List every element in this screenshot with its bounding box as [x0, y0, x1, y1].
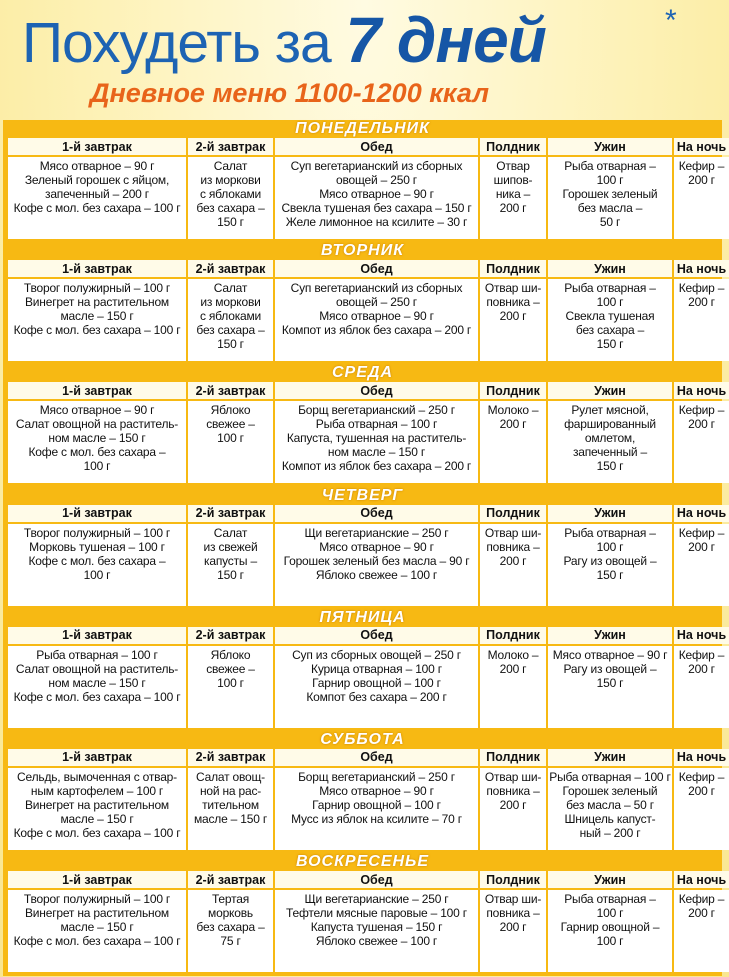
meal-line: запеченный – 200 г: [45, 187, 149, 201]
meal-line: Гарнир овощной – 100 г: [312, 797, 441, 812]
meal-line: овощей – 250 г: [336, 295, 417, 310]
meal-line: Кофе с мол. без сахара – 100 г: [13, 201, 181, 215]
meal-line: Рыба отварная – 100 г: [315, 417, 438, 432]
meal-line: Кофе с мол. без сахара – 100 г: [13, 934, 181, 949]
table-header-row: [8, 260, 729, 277]
column-header-dinner: Ужин: [548, 505, 672, 522]
meal-line: Горошек зеленый: [562, 187, 658, 201]
table-row: [8, 646, 729, 728]
meal-line: Творог полужирный – 100 г: [23, 281, 171, 296]
column-header-bedtime: На ночь: [674, 382, 729, 399]
meal-line: Рыба отварная –: [564, 892, 656, 907]
meal-line: Мясо отварное – 90 г: [39, 159, 155, 173]
meal-line: 150 г: [596, 337, 624, 352]
meal-cell-bedtime: [674, 524, 729, 606]
meal-cell-lunch: [275, 279, 478, 361]
column-header-bedtime: На ночь: [674, 505, 729, 522]
meal-line: масле – 150 г: [60, 811, 134, 826]
meal-line: Творог полужирный – 100 г: [23, 892, 171, 907]
meal-line: 200 г: [499, 417, 527, 432]
meal-line: омлетом,: [584, 431, 636, 446]
day-table: [6, 625, 729, 730]
column-header-bedtime: На ночь: [674, 260, 729, 277]
meal-line: 200 г: [499, 201, 527, 215]
meal-line: 50 г: [599, 215, 621, 229]
meal-cell-bedtime: [674, 768, 729, 850]
meal-line: Мясо отварное – 90 г: [319, 309, 434, 324]
column-header-lunch: Обед: [275, 627, 478, 644]
table-header-row: [8, 382, 729, 399]
meal-line: Кофе с мол. без сахара –: [28, 553, 166, 568]
meal-line: Курица отварная – 100 г: [311, 661, 442, 676]
meal-line: без масла –: [577, 201, 643, 215]
meal-line: 150 г: [217, 337, 244, 352]
meal-line: Желе лимонное на ксилите – 30 г: [285, 215, 468, 229]
meal-line: Мясо отварное – 90 г: [319, 539, 434, 554]
meal-line: Суп вегетарианский из сборных: [290, 159, 463, 173]
meal-line: из моркови: [200, 173, 261, 187]
meal-line: Винегрет на растительном: [25, 295, 169, 310]
meal-line: Салат: [213, 525, 248, 540]
meal-line: Кофе с мол. без сахара – 100 г: [13, 825, 181, 840]
meal-line: Салат: [213, 159, 248, 173]
meal-line: Кефир –: [678, 647, 725, 662]
meal-line: Кефир –: [678, 892, 725, 907]
meal-line: 200 г: [688, 173, 715, 187]
meal-line: без сахара –: [196, 323, 265, 338]
meal-line: 100 г: [83, 459, 111, 474]
meal-line: масле – 150 г: [193, 811, 268, 826]
table-row: [8, 279, 729, 361]
meal-line: Рыба отварная – 100 г: [549, 769, 671, 784]
meal-cell-lunch: [275, 890, 478, 972]
meal-line: 200 г: [688, 661, 715, 676]
column-header-breakfast-2: 2-й завтрак: [188, 260, 273, 277]
meal-cell-breakfast-1: [8, 401, 186, 483]
meal-cell-dinner: [548, 768, 672, 850]
meal-line: Салат: [213, 281, 248, 296]
column-header-lunch: Обед: [275, 871, 478, 888]
column-header-bedtime: На ночь: [674, 138, 729, 155]
meal-line: повника –: [486, 906, 540, 921]
meal-line: Рагу из овощей –: [563, 553, 657, 568]
meal-cell-breakfast-1: [8, 768, 186, 850]
day-section: [6, 853, 727, 975]
meal-line: тительном: [202, 797, 259, 812]
meal-line: Мясо отварное – 90 г: [552, 647, 668, 662]
day-name: СУББОТА: [320, 730, 405, 748]
meal-line: 200 г: [499, 553, 527, 568]
meal-line: Яблоко: [210, 647, 251, 662]
meal-line: Сельдь, вымоченная с отвар-: [17, 769, 177, 784]
meal-line: Яблоко: [210, 403, 251, 418]
meal-line: 100 г: [596, 539, 624, 554]
meal-line: Кефир –: [678, 281, 725, 296]
column-header-afternoon-snack: Полдник: [480, 505, 546, 522]
meal-cell-lunch: [275, 646, 478, 728]
day-section: [6, 730, 727, 853]
meal-cell-breakfast-1: [8, 157, 186, 239]
meal-cell-afternoon-snack: [480, 890, 546, 972]
meal-line: 150 г: [596, 675, 624, 690]
meal-line: масле – 150 г: [60, 309, 134, 324]
day-section: [6, 242, 727, 364]
column-header-lunch: Обед: [275, 138, 478, 155]
meal-cell-lunch: [275, 524, 478, 606]
page-subtitle: Дневное меню 1100-1200 ккал: [90, 78, 490, 108]
page-title: [22, 4, 546, 76]
weekly-menu-table: [3, 120, 727, 976]
meal-line: Салат овощной на раститель-: [15, 417, 179, 432]
meal-line: Кефир –: [678, 403, 725, 418]
meal-line: шипов-: [493, 173, 533, 187]
column-header-afternoon-snack: Полдник: [480, 749, 546, 766]
day-table: [6, 380, 729, 485]
table-row: [8, 768, 729, 850]
meal-line: Свекла тушеная: [565, 309, 655, 324]
table-header-row: [8, 627, 729, 644]
meal-line: 200 г: [499, 920, 527, 935]
day-table: [6, 503, 729, 608]
column-header-afternoon-snack: Полдник: [480, 627, 546, 644]
meal-line: Винегрет на растительном: [25, 797, 169, 812]
meal-line: Кофе с мол. без сахара –: [28, 445, 166, 460]
meal-line: ным картофелем – 100 г: [30, 783, 164, 798]
meal-line: 100 г: [596, 934, 624, 949]
column-header-afternoon-snack: Полдник: [480, 260, 546, 277]
meal-line: масле – 150 г: [60, 920, 134, 935]
meal-cell-breakfast-2: [188, 279, 273, 361]
day-name: ВТОРНИК: [320, 242, 405, 260]
title-main: Похудеть за: [22, 11, 346, 75]
meal-line: Компот из яблок без сахара – 200 г: [281, 323, 472, 338]
meal-line: Тертая: [211, 892, 250, 907]
day-section: [6, 120, 727, 242]
meal-line: овощей – 250 г: [336, 173, 417, 187]
day-section: [6, 364, 727, 486]
meal-line: Кефир –: [678, 159, 725, 173]
meal-cell-breakfast-2: [188, 401, 273, 483]
meal-line: Салат овощ-: [196, 769, 265, 784]
meal-line: Горошек зеленый: [562, 783, 658, 798]
meal-cell-bedtime: [674, 890, 729, 972]
meal-line: с яблоками: [199, 187, 262, 201]
column-header-breakfast-1: 1-й завтрак: [8, 138, 186, 155]
column-header-lunch: Обед: [275, 505, 478, 522]
meal-line: 200 г: [499, 661, 527, 676]
meal-line: Творог полужирный – 100 г: [23, 525, 171, 540]
meal-line: Кофе с мол. без сахара – 100 г: [13, 689, 181, 704]
meal-line: морковь: [208, 906, 253, 921]
meal-cell-dinner: [548, 401, 672, 483]
meal-line: 100 г: [83, 567, 111, 582]
table-header-row: [8, 871, 729, 888]
meal-line: Яблоко свежее – 100 г: [315, 567, 438, 582]
meal-line: Отвар ши-: [484, 769, 542, 784]
table-row: [8, 401, 729, 483]
meal-cell-afternoon-snack: [480, 279, 546, 361]
day-name: ВОСКРЕСЕНЬЕ: [295, 853, 430, 871]
meal-cell-afternoon-snack: [480, 768, 546, 850]
day-table: [6, 747, 729, 852]
column-header-bedtime: На ночь: [674, 749, 729, 766]
column-header-afternoon-snack: Полдник: [480, 382, 546, 399]
meal-line: 200 г: [499, 309, 527, 324]
meal-cell-dinner: [548, 524, 672, 606]
meal-cell-breakfast-2: [188, 768, 273, 850]
table-row: [8, 524, 729, 606]
column-header-breakfast-1: 1-й завтрак: [8, 260, 186, 277]
column-header-breakfast-2: 2-й завтрак: [188, 749, 273, 766]
column-header-breakfast-2: 2-й завтрак: [188, 505, 273, 522]
table-header-row: [8, 138, 729, 155]
meal-line: Шницель капуст-: [564, 811, 656, 826]
header: [0, 0, 729, 122]
day-name: ПОНЕДЕЛЬНИК: [295, 120, 430, 137]
meal-cell-dinner: [548, 157, 672, 239]
meal-cell-afternoon-snack: [480, 157, 546, 239]
column-header-lunch: Обед: [275, 260, 478, 277]
meal-line: 100 г: [217, 431, 244, 446]
meal-cell-lunch: [275, 401, 478, 483]
meal-line: 200 г: [688, 417, 715, 432]
meal-line: запеченный –: [572, 445, 648, 460]
meal-line: 100 г: [596, 906, 624, 921]
meal-line: Рыба отварная –: [564, 525, 656, 540]
meal-cell-dinner: [548, 890, 672, 972]
column-header-breakfast-2: 2-й завтрак: [188, 627, 273, 644]
column-header-breakfast-2: 2-й завтрак: [188, 382, 273, 399]
meal-cell-bedtime: [674, 401, 729, 483]
meal-line: Компот из яблок без сахара – 200 г: [281, 459, 472, 474]
meal-cell-breakfast-2: [188, 157, 273, 239]
meal-line: 150 г: [596, 567, 624, 582]
column-header-breakfast-1: 1-й завтрак: [8, 382, 186, 399]
meal-line: 75 г: [220, 934, 241, 949]
meal-line: Суп вегетарианский из сборных: [290, 281, 463, 296]
day-name: СРЕДА: [331, 364, 393, 382]
meal-line: без масла – 50 г: [566, 797, 654, 812]
column-header-breakfast-1: 1-й завтрак: [8, 627, 186, 644]
meal-line: Мясо отварное – 90 г: [319, 187, 434, 201]
column-header-dinner: Ужин: [548, 749, 672, 766]
meal-line: свежее –: [206, 661, 255, 676]
meal-line: с яблоками: [199, 309, 262, 324]
meal-line: из моркови: [200, 295, 261, 310]
column-header-breakfast-2: 2-й завтрак: [188, 871, 273, 888]
day-section: [6, 486, 727, 609]
meal-line: повника –: [486, 295, 540, 310]
meal-line: 150 г: [217, 215, 244, 229]
meal-cell-bedtime: [674, 279, 729, 361]
column-header-lunch: Обед: [275, 749, 478, 766]
meal-cell-breakfast-1: [8, 524, 186, 606]
meal-line: свежее –: [206, 417, 255, 432]
meal-cell-breakfast-1: [8, 279, 186, 361]
meal-line: Щи вегетарианские – 250 г: [304, 892, 449, 907]
column-header-dinner: Ужин: [548, 871, 672, 888]
meal-cell-breakfast-2: [188, 646, 273, 728]
meal-cell-breakfast-1: [8, 646, 186, 728]
meal-cell-breakfast-2: [188, 524, 273, 606]
meal-cell-lunch: [275, 157, 478, 239]
meal-line: Салат овощной на раститель-: [15, 661, 179, 676]
meal-line: Мясо отварное – 90 г: [39, 403, 155, 418]
day-name: ПЯТНИЦА: [319, 608, 406, 626]
meal-line: Рыба отварная – 100 г: [36, 647, 158, 662]
meal-line: Гарнир овощной –: [560, 920, 660, 935]
meal-line: Гарнир овощной – 100 г: [312, 675, 441, 690]
meal-line: Яблоко свежее – 100 г: [315, 934, 438, 949]
meal-line: Отвар ши-: [484, 281, 542, 296]
meal-line: ном масле – 150 г: [327, 445, 426, 460]
meal-line: 100 г: [596, 173, 624, 187]
meal-line: Кофе с мол. без сахара – 100 г: [13, 323, 181, 338]
day-name: ЧЕТВЕРГ: [321, 486, 404, 504]
meal-line: Рулет мясной,: [571, 403, 649, 418]
meal-line: из свежей: [203, 539, 258, 554]
meal-line: Капуста тушеная – 150 г: [310, 920, 443, 935]
meal-cell-breakfast-1: [8, 890, 186, 972]
column-header-dinner: Ужин: [548, 627, 672, 644]
meal-line: Суп из сборных овощей – 250 г: [292, 647, 461, 662]
day-table: [6, 258, 729, 363]
meal-line: повника –: [486, 539, 540, 554]
meal-line: Щи вегетарианские – 250 г: [304, 525, 449, 540]
column-header-breakfast-1: 1-й завтрак: [8, 871, 186, 888]
meal-line: 200 г: [688, 539, 715, 554]
day-section: [6, 608, 727, 731]
meal-line: 200 г: [499, 797, 527, 812]
meal-line: ный – 200 г: [579, 825, 641, 840]
meal-cell-dinner: [548, 646, 672, 728]
meal-line: 100 г: [217, 675, 244, 690]
meal-line: Рыба отварная –: [564, 159, 656, 173]
meal-cell-afternoon-snack: [480, 401, 546, 483]
column-header-dinner: Ужин: [548, 382, 672, 399]
meal-line: 200 г: [688, 906, 715, 921]
column-header-afternoon-snack: Полдник: [480, 871, 546, 888]
meal-line: Мясо отварное – 90 г: [319, 783, 434, 798]
meal-line: ном масле – 150 г: [48, 675, 146, 690]
column-header-afternoon-snack: Полдник: [480, 138, 546, 155]
table-row: [8, 890, 729, 972]
meal-line: повника –: [486, 783, 540, 798]
meal-line: Капуста, тушенная на раститель-: [286, 431, 467, 446]
day-table: [6, 136, 729, 241]
title-asterisk: *: [665, 4, 677, 37]
meal-line: без сахара –: [196, 201, 265, 215]
meal-line: Молоко –: [487, 403, 539, 418]
meal-line: Борщ вегетарианский – 250 г: [298, 769, 455, 784]
meal-line: Зеленый горошек с яйцом,: [24, 173, 170, 187]
meal-line: ной на рас-: [199, 783, 262, 798]
meal-line: фаршированный: [564, 417, 656, 432]
column-header-bedtime: На ночь: [674, 871, 729, 888]
meal-line: 200 г: [688, 295, 715, 310]
meal-line: без сахара –: [575, 323, 645, 338]
column-header-breakfast-1: 1-й завтрак: [8, 505, 186, 522]
meal-cell-afternoon-snack: [480, 646, 546, 728]
meal-line: Морковь тушеная – 100 г: [29, 539, 165, 554]
table-header-row: [8, 749, 729, 766]
meal-line: Компот без сахара – 200 г: [306, 689, 447, 704]
meal-line: без сахара –: [196, 920, 265, 935]
column-header-dinner: Ужин: [548, 138, 672, 155]
meal-line: капусты –: [204, 553, 257, 568]
meal-line: Рагу из овощей –: [563, 661, 657, 676]
meal-line: Винегрет на растительном: [25, 906, 169, 921]
column-header-lunch: Обед: [275, 382, 478, 399]
meal-line: ном масле – 150 г: [48, 431, 146, 446]
meal-line: Отвар: [496, 159, 530, 173]
meal-cell-bedtime: [674, 646, 729, 728]
meal-cell-bedtime: [674, 157, 729, 239]
column-header-dinner: Ужин: [548, 260, 672, 277]
meal-line: 100 г: [596, 295, 624, 310]
meal-line: ника –: [495, 187, 531, 201]
meal-line: Свекла тушеная без сахара – 150 г: [281, 201, 472, 215]
meal-line: Рыба отварная –: [564, 281, 656, 296]
meal-line: Борщ вегетарианский – 250 г: [298, 403, 455, 418]
meal-line: Мусс из яблок на ксилите – 70 г: [291, 811, 462, 826]
meal-cell-dinner: [548, 279, 672, 361]
meal-cell-lunch: [275, 768, 478, 850]
meal-line: 200 г: [688, 783, 715, 798]
table-row: [8, 157, 729, 239]
day-table: [6, 869, 729, 974]
meal-cell-breakfast-2: [188, 890, 273, 972]
meal-line: Молоко –: [487, 647, 539, 662]
column-header-breakfast-2: 2-й завтрак: [188, 138, 273, 155]
meal-line: 150 г: [217, 567, 244, 582]
table-header-row: [8, 505, 729, 522]
meal-line: Кефир –: [678, 525, 725, 540]
meal-line: Отвар ши-: [484, 892, 542, 907]
meal-line: Тефтели мясные паровые – 100 г: [286, 906, 467, 921]
title-highlight: 7 дней: [345, 4, 546, 76]
column-header-bedtime: На ночь: [674, 627, 729, 644]
meal-cell-afternoon-snack: [480, 524, 546, 606]
meal-line: 150 г: [596, 459, 624, 474]
meal-line: Кефир –: [678, 769, 725, 784]
meal-line: Горошек зеленый без масла – 90 г: [283, 553, 470, 568]
meal-line: Отвар ши-: [484, 525, 542, 540]
column-header-breakfast-1: 1-й завтрак: [8, 749, 186, 766]
